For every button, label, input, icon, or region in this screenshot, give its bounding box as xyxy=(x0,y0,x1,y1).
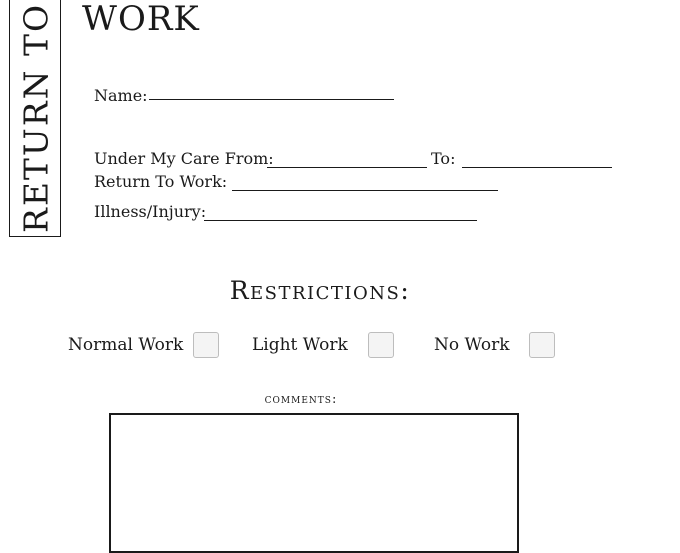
comments-textarea[interactable] xyxy=(109,413,519,553)
no-work-label: No Work xyxy=(434,335,510,355)
vertical-title-box xyxy=(9,0,61,237)
care-from-field[interactable] xyxy=(267,167,427,168)
care-from-label: Under My Care From: xyxy=(94,149,274,168)
return-to-work-label: Return To Work: xyxy=(94,172,228,191)
normal-work-label: Normal Work xyxy=(68,335,184,355)
vertical-title: RETURN TO xyxy=(16,2,56,234)
care-to-field[interactable] xyxy=(462,167,612,168)
light-work-checkbox[interactable] xyxy=(368,332,394,358)
illness-injury-field[interactable] xyxy=(204,220,477,221)
illness-injury-label: Illness/Injury: xyxy=(94,202,207,221)
name-field[interactable] xyxy=(149,99,394,100)
normal-work-checkbox[interactable] xyxy=(193,332,219,358)
care-to-label: To: xyxy=(431,149,456,168)
return-to-work-field[interactable] xyxy=(232,190,498,191)
comments-label: comments: xyxy=(264,392,338,407)
restrictions-heading: Restrictions: xyxy=(229,276,411,305)
no-work-checkbox[interactable] xyxy=(529,332,555,358)
name-label: Name: xyxy=(94,86,148,105)
light-work-label: Light Work xyxy=(252,335,348,355)
page-title: WORK xyxy=(82,0,200,39)
